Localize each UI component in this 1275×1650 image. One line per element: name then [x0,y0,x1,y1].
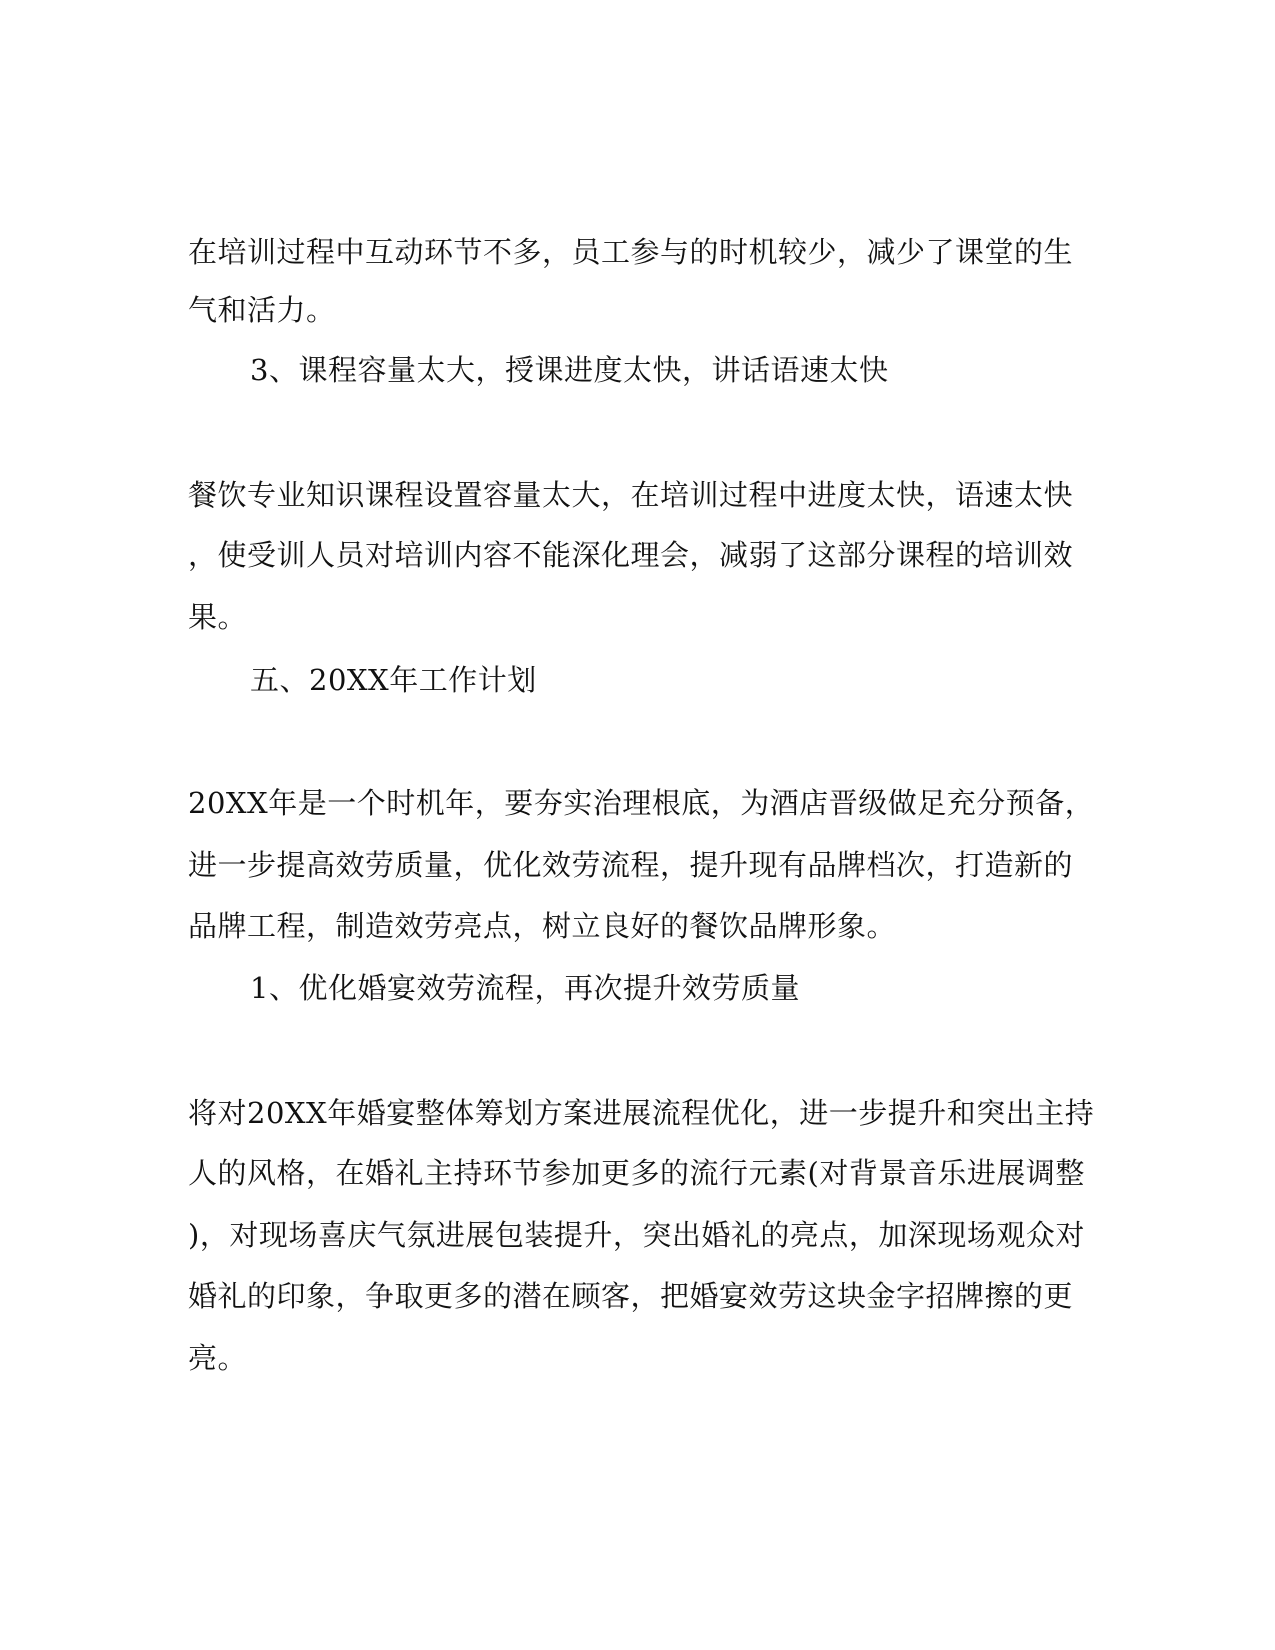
paragraph-line: 婚礼的印象，争取更多的潜在顾客，把婚宴效劳这块金字招牌擦的更 [188,1279,1074,1313]
paragraph-line: 品牌工程，制造效劳亮点，树立良好的餐饮品牌形象。 [188,909,897,943]
section-heading: 1、优化婚宴效劳流程，再次提升效劳质量 [250,971,800,1005]
paragraph-line: ，使受训人员对培训内容不能深化理会，减弱了这部分课程的培训效 [188,538,1074,572]
paragraph-line: 果。 [188,600,248,634]
paragraph-line: )，对现场喜庆气氛进展包装提升，突出婚礼的亮点，加深现场观众对 [188,1218,1085,1252]
section-heading: 3、课程容量太大，授课进度太快，讲话语速太快 [250,353,889,387]
paragraph-line: 20XX年是一个时机年，要夯实治理根底，为酒店晋级做足充分预备， [188,786,1095,820]
paragraph-line: 在培训过程中互动环节不多，员工参与的时机较少，减少了课堂的生 [188,235,1074,269]
paragraph-line: 餐饮专业知识课程设置容量太大，在培训过程中进度太快，语速太快 [188,478,1074,512]
section-heading: 五、20XX年工作计划 [250,663,537,697]
paragraph-line: 人的风格，在婚礼主持环节参加更多的流行元素(对背景音乐进展调整 [188,1156,1085,1190]
paragraph-line: 气和活力。 [188,293,336,327]
paragraph-line: 将对20XX年婚宴整体筹划方案进展流程优化，进一步提升和突出主持 [188,1096,1095,1130]
paragraph-line: 亮。 [188,1341,248,1375]
paragraph-line: 进一步提高效劳质量，优化效劳流程，提升现有品牌档次，打造新的 [188,848,1074,882]
